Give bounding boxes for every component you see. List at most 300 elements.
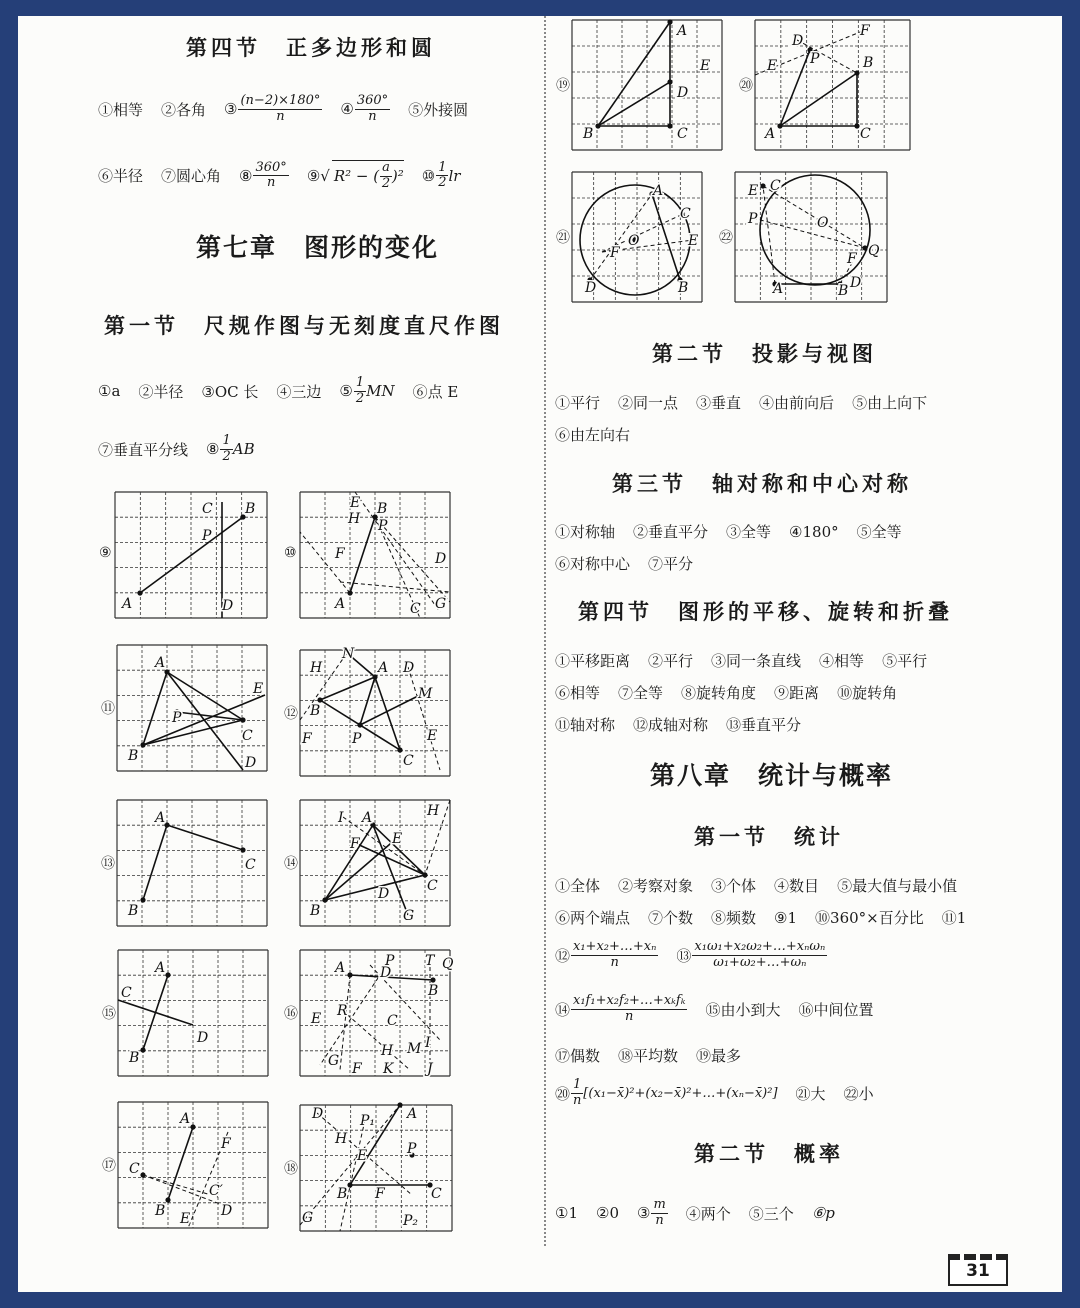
denominator: 2	[355, 390, 365, 406]
answer-line	[555, 714, 801, 735]
answer	[224, 94, 322, 125]
point-label: G	[328, 1053, 340, 1069]
answer: ③个体	[711, 877, 757, 895]
answer: ⑥对称中心	[555, 555, 631, 573]
point	[372, 674, 377, 679]
chapter-title: 第七章 图形的变化	[196, 233, 440, 262]
point	[240, 717, 245, 722]
construction-line	[340, 582, 450, 592]
point-label: F	[860, 23, 870, 39]
point-label: A	[362, 810, 373, 826]
point-label: H	[381, 1043, 394, 1059]
denominator: 2	[438, 175, 447, 191]
answer-line	[555, 994, 873, 1025]
answer: ⑤三个	[748, 1204, 794, 1223]
answer-line	[98, 94, 468, 125]
fraction	[571, 994, 687, 1025]
point-label: D	[850, 275, 862, 291]
expr: lr	[448, 166, 461, 185]
fraction	[354, 376, 366, 407]
point	[422, 872, 427, 877]
answer: ③同一条直线	[711, 652, 802, 670]
point-label: B	[155, 1203, 166, 1219]
answer: ⑮由小到大	[705, 1000, 781, 1019]
answer: ⑨距离	[774, 684, 820, 702]
point-label: P	[378, 518, 388, 534]
answer-line	[555, 553, 693, 574]
point-label: B	[310, 703, 321, 719]
answer: ④两个	[685, 1204, 731, 1223]
construction-line	[300, 653, 347, 720]
point-label: D	[245, 755, 257, 771]
expr: [(x₁−x̄)²+(x₂−x̄)²+…+(xₙ−x̄)²]	[583, 1085, 778, 1101]
point-label: P	[202, 528, 212, 544]
point	[862, 245, 867, 250]
point-label: O	[817, 215, 829, 231]
denominator: 2	[222, 448, 231, 464]
answer	[637, 1198, 668, 1229]
point	[190, 1124, 195, 1129]
answer: ⑫成轴对称	[633, 716, 709, 734]
answer: ②半径	[138, 382, 184, 401]
point-label: C	[202, 501, 213, 517]
segment	[780, 50, 810, 126]
point-label: A	[335, 596, 346, 612]
figure-number: ㉒	[719, 230, 733, 246]
answer: ④数目	[774, 877, 820, 895]
answer: ㉑大	[795, 1084, 826, 1103]
answer: ②同一点	[618, 394, 679, 412]
figure-number: ⑮	[102, 1006, 116, 1022]
point	[760, 183, 765, 188]
answer-page	[18, 16, 1062, 1292]
section-title: 第二节 概率	[694, 1142, 844, 1166]
point-label: D	[380, 965, 392, 981]
segment	[168, 1127, 193, 1200]
answer: ⑥由左向右	[555, 426, 631, 444]
numerator: x₁+x₂+…+xₙ	[573, 939, 657, 954]
answer: ①对称轴	[555, 523, 616, 541]
page-number: 31	[948, 1254, 1008, 1286]
point-label: F	[352, 1061, 362, 1077]
answer-line	[555, 424, 630, 445]
point	[347, 972, 352, 977]
answer-line	[555, 1045, 741, 1066]
point-label: B	[377, 501, 388, 517]
fraction	[571, 1078, 583, 1109]
answer: ⑩360°×百分比	[815, 909, 924, 927]
point-label: E	[748, 183, 759, 199]
point-label: B	[128, 903, 139, 919]
point-label: B	[838, 283, 849, 299]
fraction	[380, 161, 392, 192]
denominator: n	[655, 1212, 664, 1228]
point-label: E	[688, 233, 699, 249]
point	[140, 897, 145, 902]
figure-number: ⑰	[102, 1158, 116, 1174]
answer-mark: ⑧	[239, 166, 253, 185]
answer: ⑲最多	[696, 1047, 742, 1065]
figure-number: ⑳	[739, 78, 753, 94]
expr: R² − (	[333, 167, 380, 186]
section-title: 第三节 轴对称和中心对称	[612, 472, 912, 496]
grid-figure	[731, 168, 891, 306]
figure-number: ⑯	[284, 1006, 298, 1022]
fraction	[436, 161, 448, 192]
point-label: E	[700, 58, 711, 74]
fraction	[238, 94, 322, 125]
denominator: n	[368, 108, 377, 124]
point-label: C	[677, 126, 688, 142]
point-label: F	[221, 1136, 231, 1152]
point-label: N	[342, 646, 355, 662]
numerator: 1	[573, 1077, 582, 1092]
point-label: Q	[868, 243, 880, 259]
point-label: E	[767, 58, 778, 74]
answer-line	[98, 434, 255, 465]
point	[667, 123, 672, 128]
answer-line	[555, 1078, 874, 1109]
point-label: D	[197, 1030, 209, 1046]
point-label: D	[792, 33, 804, 49]
point-label: E	[253, 681, 264, 697]
point-label: H	[427, 803, 440, 819]
point-label: F	[302, 731, 312, 747]
section-title: 第四节 图形的平移、旋转和折叠	[578, 600, 953, 624]
point-label: Q	[442, 956, 454, 972]
point-label: C	[129, 1161, 140, 1177]
numerator: 360°	[356, 93, 389, 108]
point-label: C	[770, 178, 781, 194]
denominator: 2	[381, 175, 391, 191]
segment	[320, 677, 375, 700]
answer: ②垂直平分	[633, 523, 709, 541]
answer: ⑰偶数	[555, 1047, 601, 1065]
answer: ⑥半径	[98, 167, 144, 186]
construction-line	[143, 1175, 218, 1197]
point-label: P	[385, 953, 395, 969]
answer: ②各角	[161, 100, 207, 119]
answer-mark: ⑧	[206, 440, 220, 459]
denominator: n	[610, 954, 619, 970]
point-label: A	[122, 596, 133, 612]
segment	[167, 825, 243, 850]
point-label: P	[352, 731, 362, 747]
point	[667, 79, 672, 84]
construction-line	[797, 40, 857, 73]
answer: ⑨ √ R² − ( $\frac{a}{2}$ )²	[306, 160, 404, 191]
expr: MN	[366, 382, 395, 401]
answer	[555, 1078, 778, 1109]
grid-figure	[114, 1098, 272, 1232]
numerator: a	[382, 160, 390, 175]
point	[595, 123, 600, 128]
point	[240, 847, 245, 852]
figure-number: ㉑	[556, 230, 570, 246]
point-label: I	[338, 810, 344, 826]
answer: ⑯中间位置	[798, 1000, 874, 1019]
point-label: A	[378, 660, 389, 676]
segment	[598, 82, 670, 126]
figure-number: ⑱	[284, 1161, 298, 1177]
answer: ⑧旋转角度	[681, 684, 757, 702]
denominator: n	[266, 175, 276, 191]
answer: ⑥点 E	[412, 382, 459, 401]
grid-figure	[568, 168, 706, 306]
point-label: C	[242, 728, 253, 744]
chapter-title: 第八章 统计与概率	[650, 761, 894, 790]
point	[347, 590, 352, 595]
fraction	[253, 161, 288, 192]
answer-line	[555, 907, 966, 928]
fraction	[651, 1198, 667, 1229]
answer-mark: ⑨	[306, 166, 321, 185]
point	[357, 722, 362, 727]
answer-mark: ③	[637, 1204, 651, 1223]
grid-figure	[296, 796, 454, 930]
point-label: P	[748, 211, 758, 227]
answer-line	[555, 521, 902, 542]
point-label: D	[677, 85, 689, 101]
segment	[375, 677, 400, 750]
denominator: n	[572, 1092, 582, 1108]
answer-mark: ⑫	[555, 946, 571, 965]
denominator: n	[625, 1008, 634, 1024]
answer: ④相等	[819, 652, 865, 670]
fraction	[220, 434, 232, 465]
point-label: C	[427, 878, 438, 894]
point-label: J	[427, 1061, 433, 1077]
answer: ①平移距离	[555, 652, 631, 670]
answer	[239, 161, 289, 192]
point-label: C	[431, 1186, 442, 1202]
point-label: C′	[209, 1183, 223, 1199]
expr: AB	[232, 440, 255, 459]
point-label: M	[418, 686, 433, 702]
segment	[140, 517, 243, 593]
answer	[340, 94, 390, 125]
point-label: F	[610, 245, 620, 261]
point-label: H	[335, 1131, 348, 1147]
answer-line	[555, 650, 927, 671]
numerator: 1	[438, 159, 447, 175]
numerator: 1	[222, 433, 231, 448]
grid-figure	[296, 646, 454, 780]
point-label: P	[810, 51, 820, 67]
figure-number: ⑩	[284, 545, 297, 561]
point-label: B	[128, 748, 139, 764]
point-label: B	[129, 1050, 140, 1066]
point-label: E	[180, 1211, 191, 1227]
answer-mark: ③	[224, 100, 238, 119]
answer-line	[555, 1198, 835, 1229]
point-label: K	[383, 1061, 394, 1077]
point-label: A	[653, 183, 664, 199]
point-label: A	[677, 23, 688, 39]
grid-figure	[296, 488, 454, 622]
point-label: F	[350, 836, 360, 852]
answer-line	[555, 875, 957, 896]
answer: ⑦垂直平分线	[98, 440, 189, 459]
answer-mark: ⑭	[555, 1000, 571, 1019]
answer: ①a	[98, 382, 121, 401]
answer: ⑪1	[941, 909, 967, 927]
point	[347, 1182, 352, 1187]
answer: ⑬垂直平分	[726, 716, 802, 734]
answer: ②考察对象	[618, 877, 694, 895]
point-label: F	[847, 251, 857, 267]
point-label: C	[245, 857, 256, 873]
point-label: A	[155, 810, 166, 826]
answer-mark: ④	[340, 100, 354, 119]
figure-number: ⑫	[284, 706, 298, 722]
answer: ③垂直	[696, 394, 742, 412]
segment	[325, 825, 373, 900]
answer-mark: ⑩	[421, 166, 436, 185]
point-label: P	[407, 1141, 417, 1157]
answer	[555, 940, 658, 971]
construction-line	[753, 218, 865, 248]
answer: ⑪轴对称	[555, 716, 616, 734]
point	[165, 1197, 170, 1202]
answer: ②平行	[648, 652, 694, 670]
answer: ⑤最大值与最小值	[837, 877, 958, 895]
point-label: P₁	[360, 1113, 376, 1129]
answer: ②0	[596, 1204, 619, 1223]
grid-figure	[568, 16, 726, 154]
grid-figure	[296, 1101, 456, 1235]
answer: ①平行	[555, 394, 601, 412]
segment	[598, 22, 670, 126]
answer: ④由前向后	[759, 394, 835, 412]
figure-number: ⑨	[99, 545, 112, 561]
expr: )²	[391, 167, 404, 186]
point-label: E	[350, 495, 361, 511]
point	[397, 1102, 402, 1107]
segment	[143, 672, 167, 745]
segment	[780, 73, 857, 126]
point	[137, 590, 142, 595]
point-label: B	[863, 55, 874, 71]
point-label: C	[860, 126, 871, 142]
point-label: O	[628, 233, 640, 249]
point-label: D	[435, 551, 447, 567]
denominator: ω₁+ω₂+…+ωₙ	[713, 954, 807, 970]
answer-mark: ⑤	[339, 382, 353, 401]
point-label: A	[335, 960, 346, 976]
point	[854, 123, 859, 128]
point-label: A	[407, 1106, 418, 1122]
denominator: n	[276, 108, 285, 124]
point-label: M	[407, 1041, 422, 1057]
point-label: B	[310, 903, 321, 919]
figure-number: ⑲	[556, 78, 570, 94]
point-label: D	[312, 1106, 324, 1122]
point	[777, 123, 782, 128]
answer: ⑩旋转角	[837, 684, 898, 702]
answer: ⑤全等	[856, 523, 902, 541]
point	[397, 747, 402, 752]
answer	[206, 434, 255, 465]
segment	[143, 825, 167, 900]
point-label: H	[348, 511, 361, 527]
section-title: 第二节 投影与视图	[652, 342, 877, 366]
point-label: C	[410, 601, 421, 617]
answer: ①1	[555, 1204, 578, 1223]
point	[140, 1172, 145, 1177]
fraction	[692, 940, 827, 971]
point-label: T	[425, 953, 435, 969]
construction-line	[763, 186, 865, 248]
numerator: x₁f₁+x₂f₂+…+xₖfₖ	[573, 993, 686, 1008]
point-label: F	[375, 1186, 385, 1202]
point-label: A	[773, 281, 784, 297]
answer	[422, 161, 461, 192]
grid-figure	[113, 796, 271, 930]
answer: ③OC 长	[201, 382, 259, 401]
grid-figure	[296, 946, 454, 1080]
point-label: P	[172, 710, 182, 726]
answer: ⑦全等	[618, 684, 664, 702]
construction-line	[340, 975, 350, 1070]
point-label: E	[392, 831, 403, 847]
answer: ①全体	[555, 877, 601, 895]
point-label: G	[435, 596, 447, 612]
point	[430, 977, 435, 982]
answer: ⑤平行	[882, 652, 928, 670]
point-label: D	[221, 1203, 233, 1219]
answer: ⑦个数	[648, 909, 694, 927]
answer-mark: ⑳	[555, 1084, 571, 1103]
answer: ⑥相等	[555, 684, 601, 702]
answer: ⑥p	[811, 1204, 835, 1223]
construction-line	[355, 492, 440, 612]
point-label: D	[378, 886, 390, 902]
answer: ⑤外接圆	[408, 100, 469, 119]
answer: ⑦平分	[648, 555, 694, 573]
answer: ⑱平均数	[618, 1047, 679, 1065]
point-label: C	[121, 985, 132, 1001]
point	[854, 70, 859, 75]
point	[317, 697, 322, 702]
column-divider	[544, 16, 546, 1246]
section-title: 第一节 统计	[694, 825, 844, 849]
answer-line	[555, 682, 897, 703]
answer: ①相等	[98, 100, 144, 119]
point-label: C	[403, 753, 414, 769]
grid-figure	[751, 16, 914, 154]
point-label: A	[155, 655, 166, 671]
point	[140, 742, 145, 747]
section-title: 第四节 正多边形和圆	[186, 36, 436, 60]
grid-figure	[113, 641, 271, 775]
segment	[118, 1000, 193, 1025]
square-root	[332, 160, 404, 192]
answer: ⑥两个端点	[555, 909, 631, 927]
construction-line	[590, 194, 652, 280]
point-label: B	[337, 1186, 348, 1202]
point-label: G	[403, 908, 415, 924]
numerator: 1	[355, 375, 365, 390]
point-label: R	[337, 1003, 348, 1019]
answer: ⑨1	[774, 908, 798, 927]
point-label: F	[335, 546, 345, 562]
point-label: P₂	[403, 1213, 419, 1229]
point-label: D	[403, 660, 415, 676]
point	[140, 1047, 145, 1052]
answer-line	[98, 376, 458, 407]
point-label: A	[180, 1111, 191, 1127]
